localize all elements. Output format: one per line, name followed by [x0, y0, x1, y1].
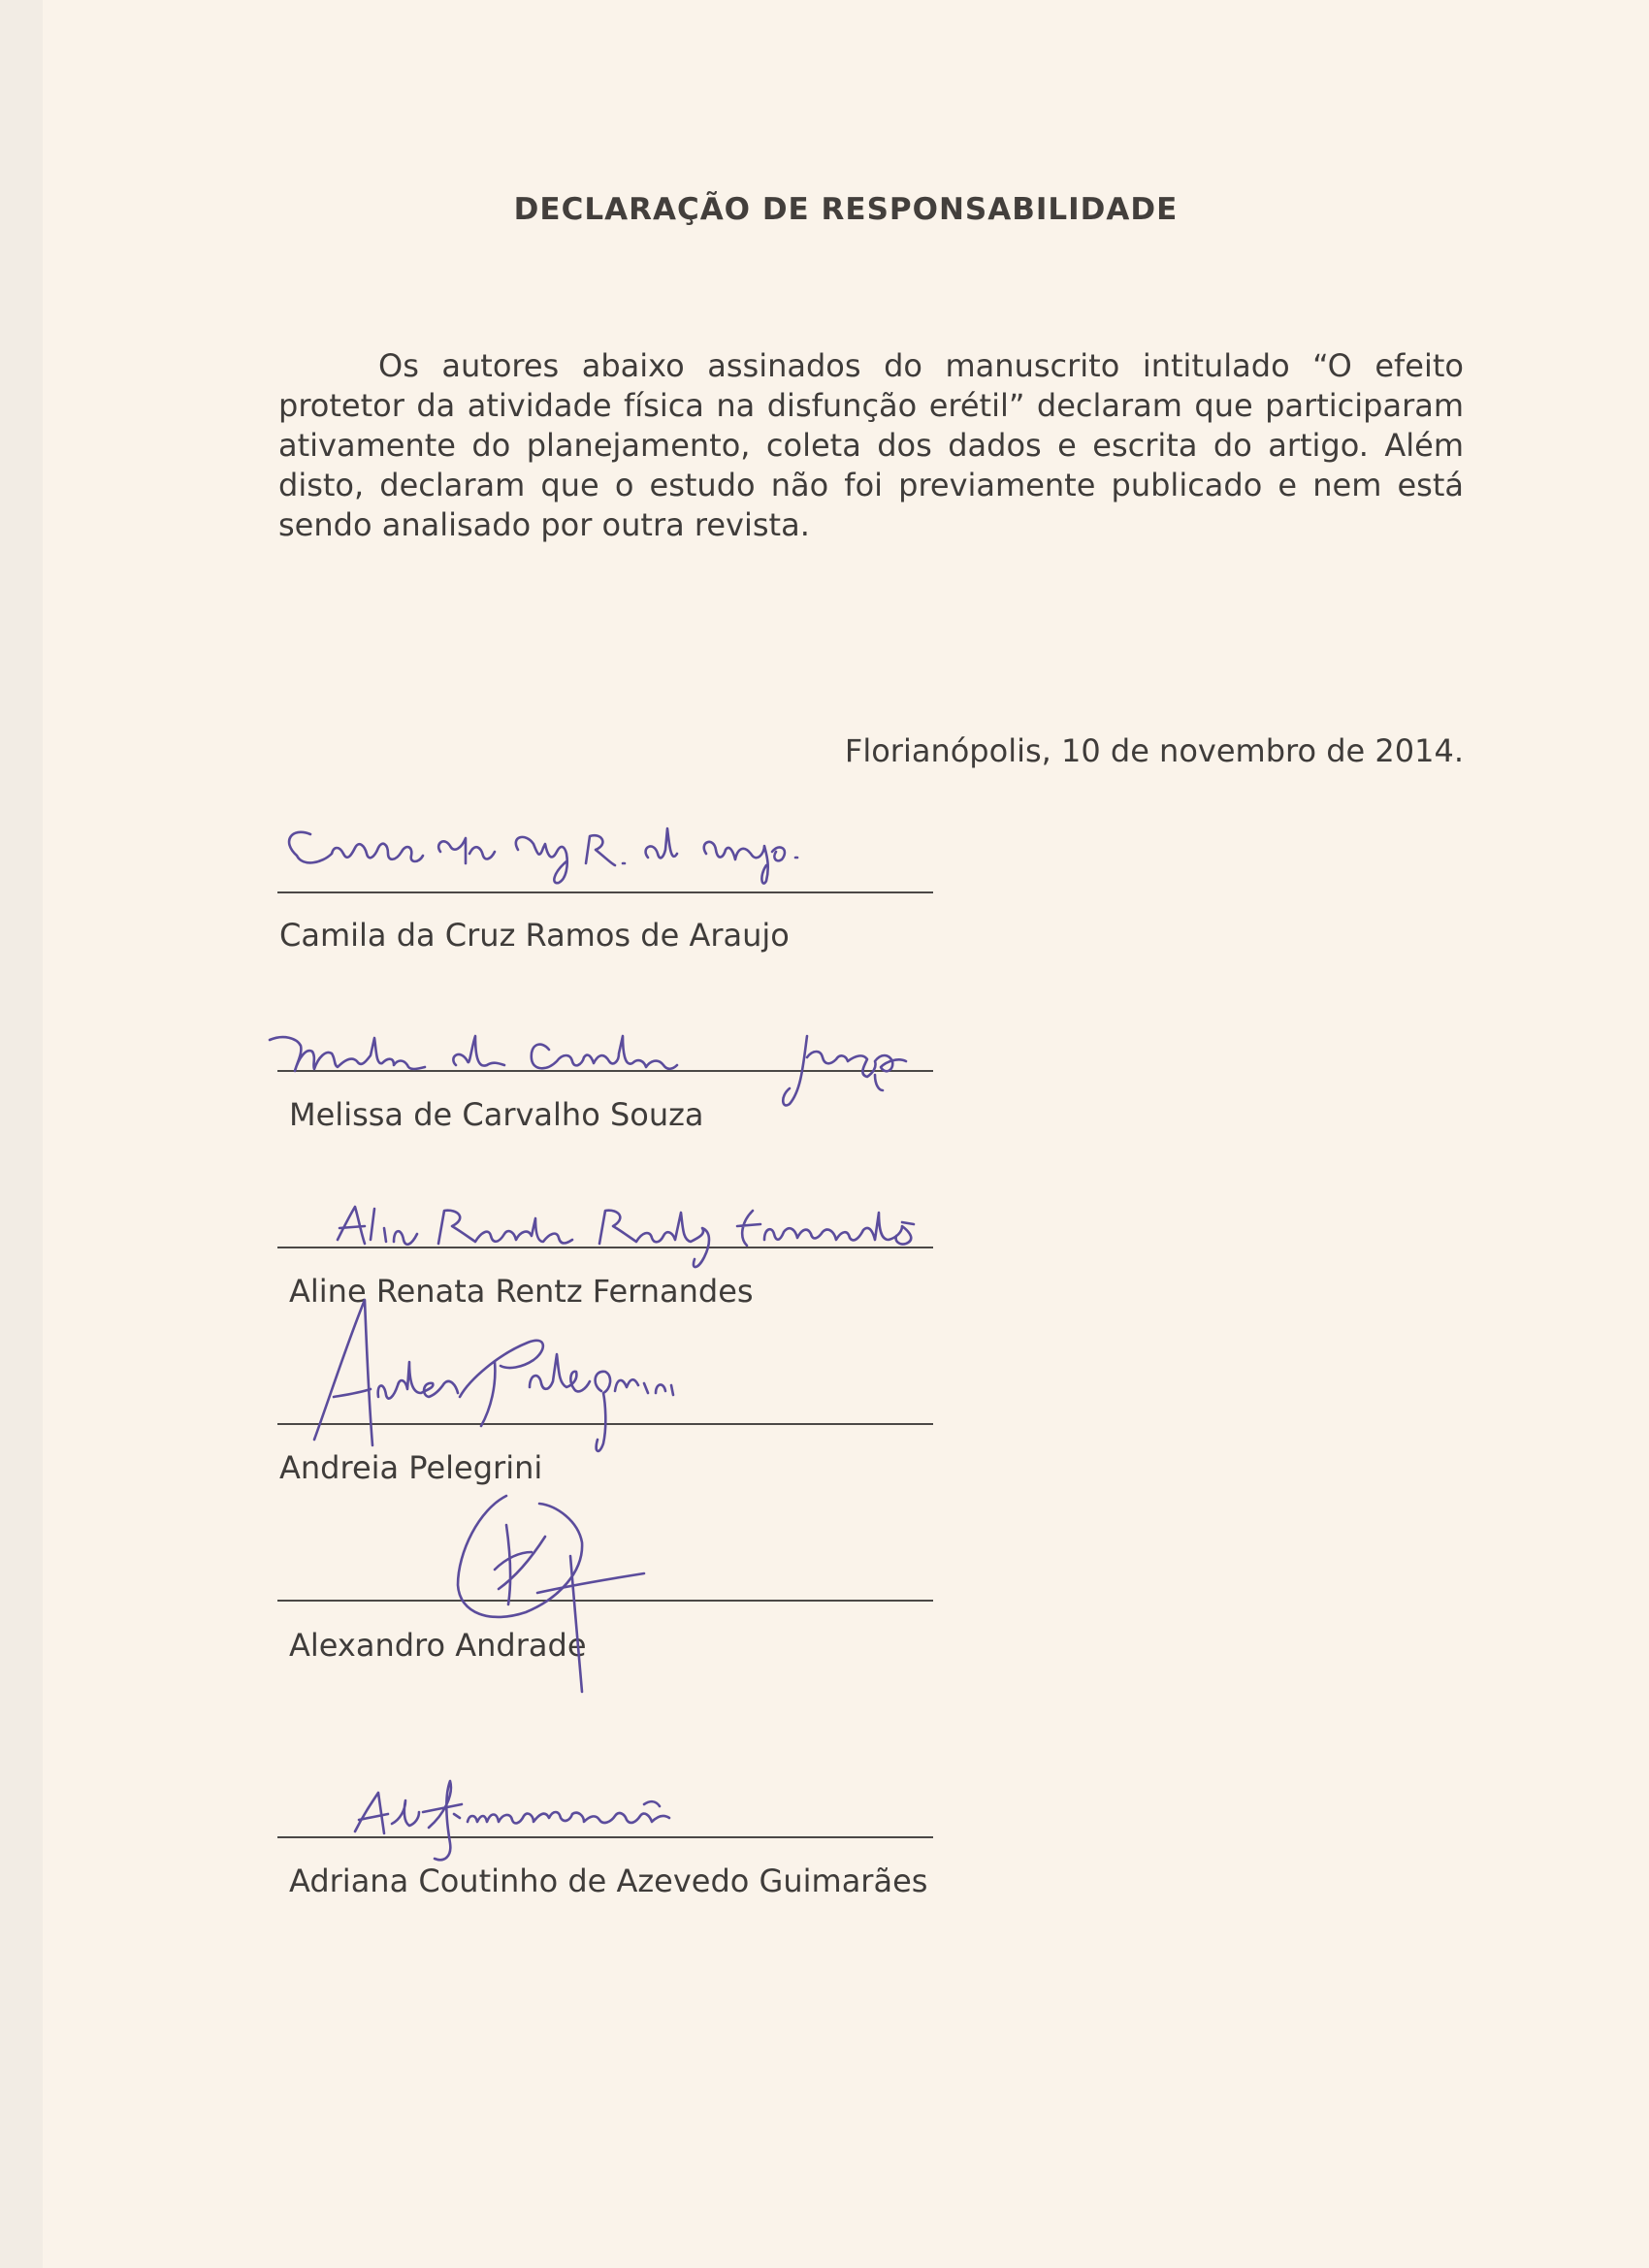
handwritten-signature-3 [338, 1207, 914, 1267]
declaration-body: Os autores abaixo assinados do manuscrito intitulado “O efeito protetor da atividade física na disfunção erétil” declaram que participaram ativamente do planejamento, coleta dos dados e escrita do artigo. Além disto, declaram que o estudo não foi previamente publicado e nem está sendo analisado por outra revista. [278, 347, 1464, 543]
signature-line [277, 891, 933, 893]
signature-line [277, 1070, 933, 1072]
signatory-name: Adriana Coutinho de Azevedo Guimarães [289, 1863, 928, 1899]
document-title: DECLARAÇÃO DE RESPONSABILIDADE [513, 192, 1179, 227]
signatures-layer [43, 0, 1649, 2268]
handwritten-signature-6 [355, 1781, 669, 1860]
signature-line [277, 1600, 933, 1602]
signatory-name: Andreia Pelegrini [279, 1449, 543, 1486]
handwritten-signature-1 [289, 828, 797, 884]
signatory-name: Melissa de Carvalho Souza [289, 1096, 704, 1133]
signatory-name: Alexandro Andrade [289, 1627, 587, 1664]
signature-line [277, 1836, 933, 1838]
signature-line [277, 1423, 933, 1425]
handwritten-signature-4 [314, 1300, 673, 1451]
signature-line [277, 1247, 933, 1248]
document-page [43, 0, 1649, 2268]
signatory-name: Camila da Cruz Ramos de Araujo [279, 917, 790, 954]
signatory-name: Aline Renata Rentz Fernandes [289, 1273, 754, 1310]
place-date: Florianópolis, 10 de novembro de 2014. [844, 732, 1464, 769]
